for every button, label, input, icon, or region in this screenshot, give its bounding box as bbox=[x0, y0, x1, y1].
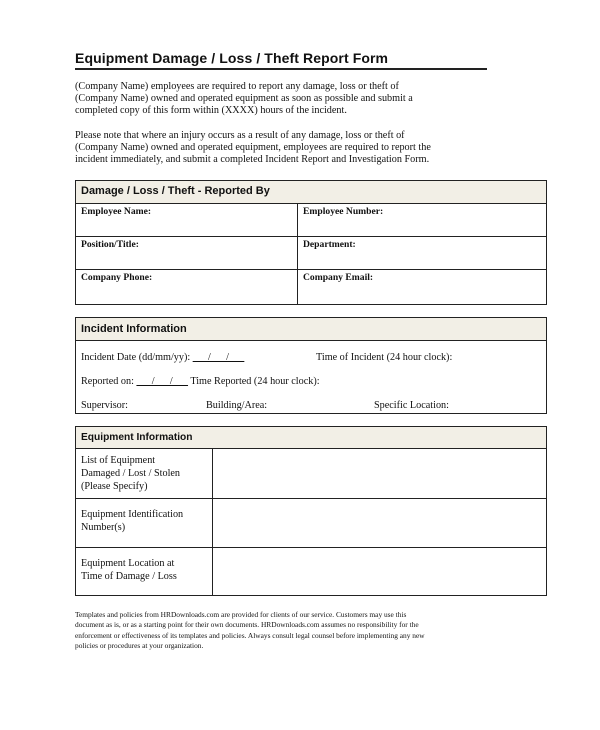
form-title: Equipment Damage / Loss / Theft Report Form bbox=[75, 50, 487, 70]
department-field[interactable]: Department: bbox=[303, 239, 356, 250]
equipment-id-input[interactable] bbox=[213, 499, 546, 547]
intro-line: (Company Name) employees are required to report any damage, loss or theft of bbox=[75, 81, 399, 92]
time-reported-field[interactable]: Time Reported (24 hour clock): bbox=[190, 376, 320, 387]
label-line: List of Equipment bbox=[81, 455, 156, 466]
equipment-list-label bbox=[76, 449, 213, 498]
equipment-row bbox=[76, 449, 546, 499]
specific-location-field[interactable]: Specific Location: bbox=[374, 400, 449, 411]
label-line: Equipment Identification bbox=[81, 509, 184, 520]
label-line: Number(s) bbox=[81, 522, 126, 533]
position-title-field[interactable]: Position/Title: bbox=[76, 237, 298, 269]
time-of-incident-field[interactable]: Time of Incident (24 hour clock): bbox=[316, 352, 453, 363]
equipment-location-input[interactable] bbox=[213, 548, 546, 595]
reported-on-line bbox=[81, 376, 320, 387]
incident-date-line bbox=[81, 352, 244, 363]
note-line: Please note that where an injury occurs as a result of any damage, loss or theft of bbox=[75, 130, 405, 141]
reported-on-input[interactable]: ___/___/___ bbox=[136, 376, 188, 387]
equipment-row bbox=[76, 499, 546, 548]
note-line: (Company Name) owned and operated equipment, employees are required to report the bbox=[75, 142, 431, 154]
building-area-field[interactable]: Building/Area: bbox=[206, 400, 268, 411]
equipment-section bbox=[75, 426, 547, 596]
note-line: incident immediately, and submit a completed Incident Report and Investigation Form. bbox=[75, 154, 430, 166]
footer-line: document as is, or as a starting point for their own documents. HRDownloads.com assumes no responsibility for the bbox=[75, 620, 419, 630]
incident-date-input[interactable]: ___/___/___ bbox=[192, 352, 245, 363]
employee-name-field[interactable]: Employee Name: bbox=[76, 204, 298, 236]
reported-on-label: Reported on: bbox=[81, 376, 134, 387]
equipment-list-input[interactable] bbox=[213, 449, 546, 498]
company-email-field[interactable]: Company Email: bbox=[303, 272, 374, 283]
company-phone-field[interactable]: Company Phone: bbox=[76, 270, 298, 304]
equipment-heading: Equipment Information bbox=[76, 427, 546, 449]
equipment-location-label bbox=[76, 548, 213, 595]
reported-by-row bbox=[76, 270, 546, 304]
label-line: Time of Damage / Loss bbox=[81, 571, 177, 582]
reported-by-section bbox=[75, 180, 547, 305]
footer-line: policies or procedures at your organization. bbox=[75, 641, 204, 651]
reported-by-heading: Damage / Loss / Theft - Reported By bbox=[76, 181, 546, 204]
reported-by-row bbox=[76, 204, 546, 237]
incident-date-label: Incident Date (dd/mm/yy): bbox=[81, 352, 191, 363]
footer-disclaimer bbox=[75, 610, 505, 652]
label-line: Damaged / Lost / Stolen bbox=[81, 468, 181, 479]
intro-line: completed copy of this form within (XXXX) hours of the incident. bbox=[75, 105, 347, 117]
intro-line: (Company Name) owned and operated equipment as soon as possible and submit a bbox=[75, 93, 413, 105]
incident-heading: Incident Information bbox=[76, 318, 546, 341]
incident-section bbox=[75, 317, 547, 414]
employee-number-field[interactable]: Employee Number: bbox=[303, 206, 384, 217]
footer-line: enforcement or effectiveness of its templates and policies. Always consult legal counsel before implementing any new bbox=[75, 630, 425, 640]
reported-by-row bbox=[76, 237, 546, 270]
note-paragraph bbox=[75, 130, 495, 167]
equipment-id-label bbox=[76, 499, 213, 547]
footer-line: Templates and policies from HRDownloads.com are provided for clients of our service. Customers may use this bbox=[75, 610, 407, 619]
supervisor-field[interactable]: Supervisor: bbox=[81, 400, 128, 411]
intro-paragraph bbox=[75, 81, 495, 118]
equipment-row bbox=[76, 548, 546, 595]
label-line: Equipment Location at bbox=[81, 558, 175, 569]
label-line: (Please Specify) bbox=[81, 481, 148, 492]
